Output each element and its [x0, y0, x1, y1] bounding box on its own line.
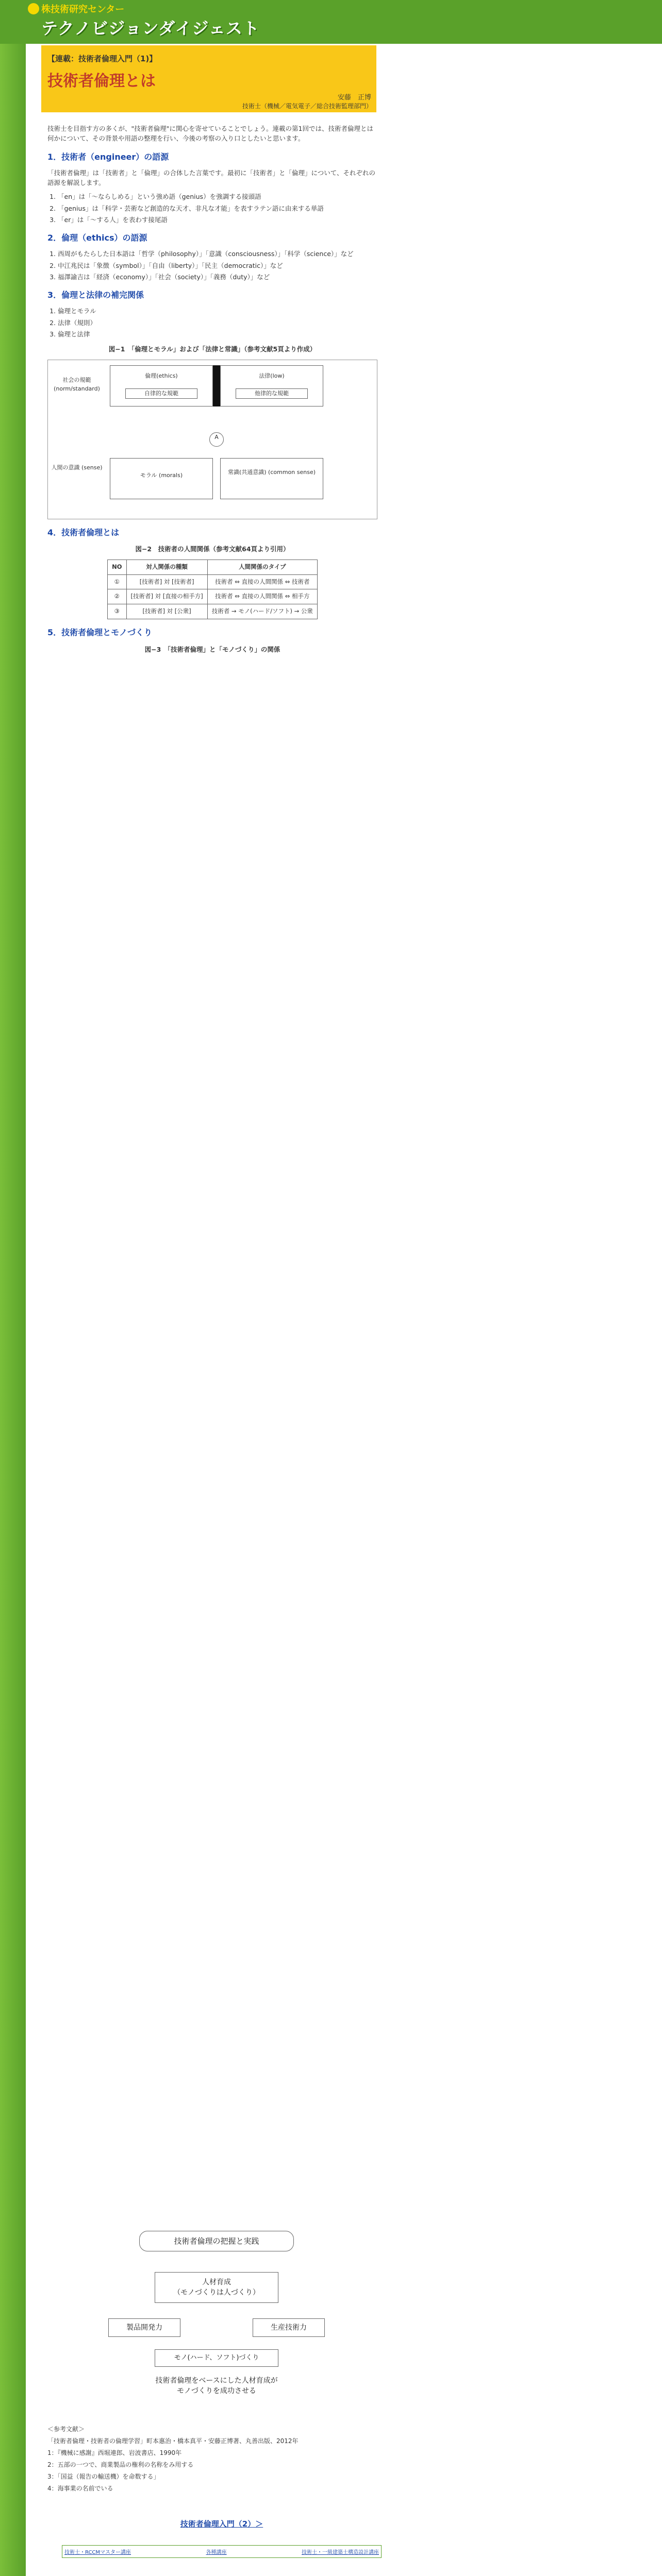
person-b: 公衆	[301, 607, 313, 615]
figure-3	[108, 2231, 325, 2406]
list-item: 2. 法律（規則）	[58, 318, 377, 328]
table-cell: ①	[108, 574, 126, 589]
list-item: 3. 「er」は「〜する人」を表わす接尾語	[58, 215, 377, 225]
list-item: 1. 西周がもたらした日本語は「哲学（philosophy）」「意識（consciousness）」「科学（science）」など	[58, 249, 377, 259]
table-cell: ②	[108, 589, 126, 604]
series-label: 【連載：技術者倫理入門（1)】	[47, 54, 157, 63]
list-item: 2. 中江兆民は「象徴（symbol）」「自由（liberty）」「民主（democratic）」など	[58, 261, 377, 270]
fig3-top: 技術者倫理の把握と実践	[139, 2231, 294, 2251]
reference-item: 2：五部の一つで、商業製品の権利の名称をみ用する	[47, 2461, 194, 2468]
figure-2-table	[107, 560, 318, 619]
table-cell: 技術者 ⇔ 直接の人間関係 ⇔ 相手方	[207, 589, 317, 604]
fig3-bottom: モノ(ハード、ソフト)づくり	[155, 2349, 278, 2367]
fig3-middle: 人材育成 （モノづくりは人づくり）	[155, 2272, 278, 2303]
article-body	[47, 124, 377, 659]
figure-3-caption: 図−3 「技術者倫理」と「モノづくり」の関係	[144, 645, 280, 653]
logo-badge-icon	[28, 3, 39, 14]
list-item: 3. 倫理と法律	[58, 329, 377, 339]
section-4-title: 4．技術者倫理とは	[47, 527, 120, 537]
author-block	[242, 92, 371, 110]
fig1-law-sub: 他律的な規範	[236, 388, 308, 399]
side-bar	[0, 0, 26, 2576]
section-5-title: 5．技術者倫理とモノづくり	[47, 628, 152, 638]
fig1-law-label: 法律(low)	[230, 371, 313, 381]
section-2-title: 2．倫理（ethics）の語源	[47, 233, 147, 243]
table-cell: [技術者] 対 [直接の相手方]	[126, 589, 207, 604]
figure-1	[47, 360, 377, 519]
table-row	[108, 589, 318, 604]
list-item: 1. 倫理とモラル	[58, 306, 377, 316]
references	[47, 2421, 377, 2496]
section-2-list	[47, 249, 377, 282]
fig1-sense-label: 人間の意識 (sense)	[51, 463, 103, 494]
fig1-common-box: 常識(共通意識) (common sense)	[220, 458, 323, 499]
figure-2-caption: 図−2 技術者の人間関係（参考文献64頁より引用）	[135, 545, 290, 553]
reference-item: 1：『機械に感謝』西堀連郎、岩波書店、1990年	[47, 2449, 182, 2456]
section-1-list	[47, 192, 377, 225]
footer-links	[62, 2545, 382, 2558]
author-affiliation: 技術士（機械／電気電子／総合技術監理部門）	[242, 103, 373, 110]
footer-link[interactable]: 技術士・RCCMマスター講座	[64, 2550, 131, 2555]
fig1-divider	[213, 365, 220, 406]
section-3-title: 3．倫理と法律の補完関係	[47, 290, 144, 300]
fig1-morals-box: モラル (morals)	[110, 458, 213, 499]
table-cell: 技術者 ⇔ 直接の人間関係 ⇔ 技術者	[207, 574, 317, 589]
list-item: 1. 「en」は「〜ならしめる」という強め語（genius）を強調する接頭語	[58, 192, 377, 201]
section-1-title: 1．技術者（engineer）の語源	[47, 151, 169, 162]
table-cell: ③	[108, 604, 126, 619]
product-label: モノ(ハード/ソフト)	[238, 607, 292, 615]
section-3-list	[47, 306, 377, 339]
table-header: NO	[108, 560, 126, 574]
relation: 直接の人間関係	[241, 578, 284, 585]
fig3-left: 製品開発力	[108, 2318, 180, 2337]
references-heading: ＜参考文献＞	[47, 2426, 85, 2433]
person-b: 技術者	[292, 578, 310, 585]
table-row	[108, 604, 318, 619]
fig3-conclusion: 技術者倫理をベースにした人材育成が モノづくりを成功させる	[119, 2375, 315, 2401]
author-name: 安藤 正博	[337, 94, 371, 101]
footer-link[interactable]: 各種講座	[206, 2550, 227, 2555]
figure-1-caption: 図−1 「倫理とモラル」および「法律と常識」（参考文献5頁より作成）	[108, 345, 317, 353]
person-a: 技術者	[211, 607, 230, 615]
list-item: 3. 福澤諭吉は「経済（economy）」「社会（society）」「義務（duty）」など	[58, 272, 377, 282]
table-row	[108, 574, 318, 589]
fig1-norm-label: 社会の規範 (norm/standard)	[51, 376, 103, 401]
fig3-right: 生産技術力	[253, 2318, 325, 2337]
fig1-ethics-sub: 自律的な規範	[125, 388, 197, 399]
list-item: 2. 「genius」は「科学・芸術など創造的な天才、非凡な才能」を表すラテン語に由来する単語	[58, 204, 377, 213]
person-a: 技術者	[215, 592, 233, 600]
site-title[interactable]: テクノビジョンダイジェスト	[41, 19, 260, 38]
table-header: 対人関係の種類	[126, 560, 207, 574]
site-org[interactable]: 株技術研究センター	[41, 4, 125, 15]
intro-paragraph: 技術士を目指す方の多くが、"技術者倫理"に関心を寄せていることでしょう。連載の第1回では、技術者倫理とは何かについて、その背景や用語の整理を行い、今後の考察の入り口としたいと思います。	[47, 125, 373, 143]
reference-item: 3：「国益（報告の輸送機）を命数する」	[47, 2473, 160, 2480]
relation: 直接の人間関係	[241, 592, 284, 600]
reference-item: 4：海事業の名前でいる	[47, 2485, 113, 2492]
table-cell: [技術者] 対 [公衆]	[126, 604, 207, 619]
person-b: 相手方	[292, 592, 310, 600]
article-title: 技術者倫理とは	[47, 72, 156, 90]
person-a: 技術者	[215, 578, 233, 585]
fig1-center-marker: A	[209, 432, 224, 447]
reference-item: 「技術者倫理・技術者の倫理学習」町本惠治・橋本真平・安藤正博著、丸善出版、2012年	[47, 2437, 299, 2445]
table-header: 人間関係のタイプ	[207, 560, 317, 574]
table-cell: 技術者 → モノ(ハード/ソフト) → 公衆	[207, 604, 317, 619]
next-article-link[interactable]	[67, 2518, 376, 2529]
fig1-ethics-label: 倫理(ethics)	[120, 371, 203, 381]
table-cell: [技術者] 対 [技術者]	[126, 574, 207, 589]
footer-link[interactable]: 技術士・一級建築士構造設計講座	[301, 2550, 379, 2555]
section-1-body: 「技術者倫理」は「技術者」と「倫理」の合体した言葉です。最初に「技術者」と「倫理」について、それぞれの語源を解説します。	[47, 168, 376, 187]
next-link[interactable]: 技術者倫理入門（2）＞	[180, 2519, 263, 2529]
